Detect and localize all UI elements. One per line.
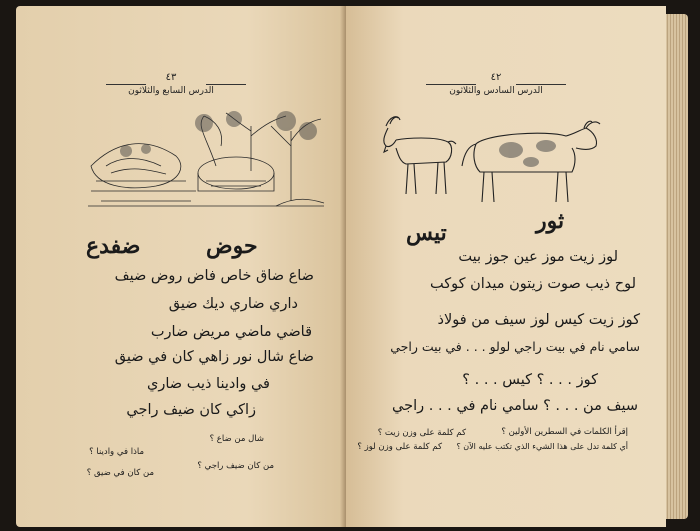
right-line-2: لوح ذيب صوت زيتون ميدان كوكب — [429, 276, 636, 292]
right-line-4: سامي نام في بيت راجي لولو . . . في بيت راجي — [390, 339, 640, 354]
left-headword-2: ضفدع — [86, 233, 141, 259]
open-book — [6, 6, 696, 527]
right-page — [346, 6, 666, 527]
left-line-2: داري ضاري ديك ضيق — [168, 296, 298, 312]
left-line-3: قاضي ماضي مريض ضارب — [150, 324, 312, 340]
right-question-4: أي كلمة تدل على هذا الشيء الذي تكتب عليه الآن ؟ — [456, 442, 628, 451]
right-question-3: كم كلمة على وزن لوز ؟ — [357, 442, 442, 452]
left-line-1: ضاع ضاق خاص فاض روض ضيف — [114, 268, 314, 284]
left-lesson-title: الدرس السابع والثلاثون — [128, 86, 214, 96]
left-page — [16, 6, 346, 527]
left-headword-1: حوض — [206, 233, 258, 259]
left-question-2: ماذا في وادينا ؟ — [89, 447, 144, 457]
left-question-4: من كان في ضيق ؟ — [86, 468, 154, 478]
right-lesson-title: الدرس السادس والثلاثون — [449, 86, 543, 96]
right-headword-2: تيس — [406, 220, 447, 246]
right-line-1: لوز زيت موز عين جوز بيت — [458, 249, 618, 265]
left-text-block — [16, 6, 326, 527]
right-line-3: كوز زيت كيس لوز سيف من فولاذ — [437, 312, 640, 328]
right-headword-1: ثور — [536, 208, 565, 234]
left-page-number: ٤٣ — [165, 72, 177, 83]
right-line-5: كوز . . . ؟ كيس . . . ؟ — [462, 372, 598, 388]
left-line-5: في وادينا ذيب ضاري — [147, 376, 270, 392]
left-question-1: شال من ضاع ؟ — [209, 434, 264, 444]
right-question-2: كم كلمة على وزن زيت ؟ — [377, 428, 466, 438]
right-line-6: سيف من . . . ؟ سامي نام في . . . راجي — [392, 398, 638, 414]
left-line-6: زاكي كان ضيف راجي — [126, 402, 256, 418]
left-line-4: ضاع شال نور زاهي كان في ضيق — [114, 349, 314, 365]
right-page-number: ٤٢ — [490, 72, 502, 83]
left-question-3: من كان ضيف راجي ؟ — [197, 461, 274, 471]
right-question-1: إقرأ الكلمات في السطرين الأولين ؟ — [501, 427, 628, 437]
